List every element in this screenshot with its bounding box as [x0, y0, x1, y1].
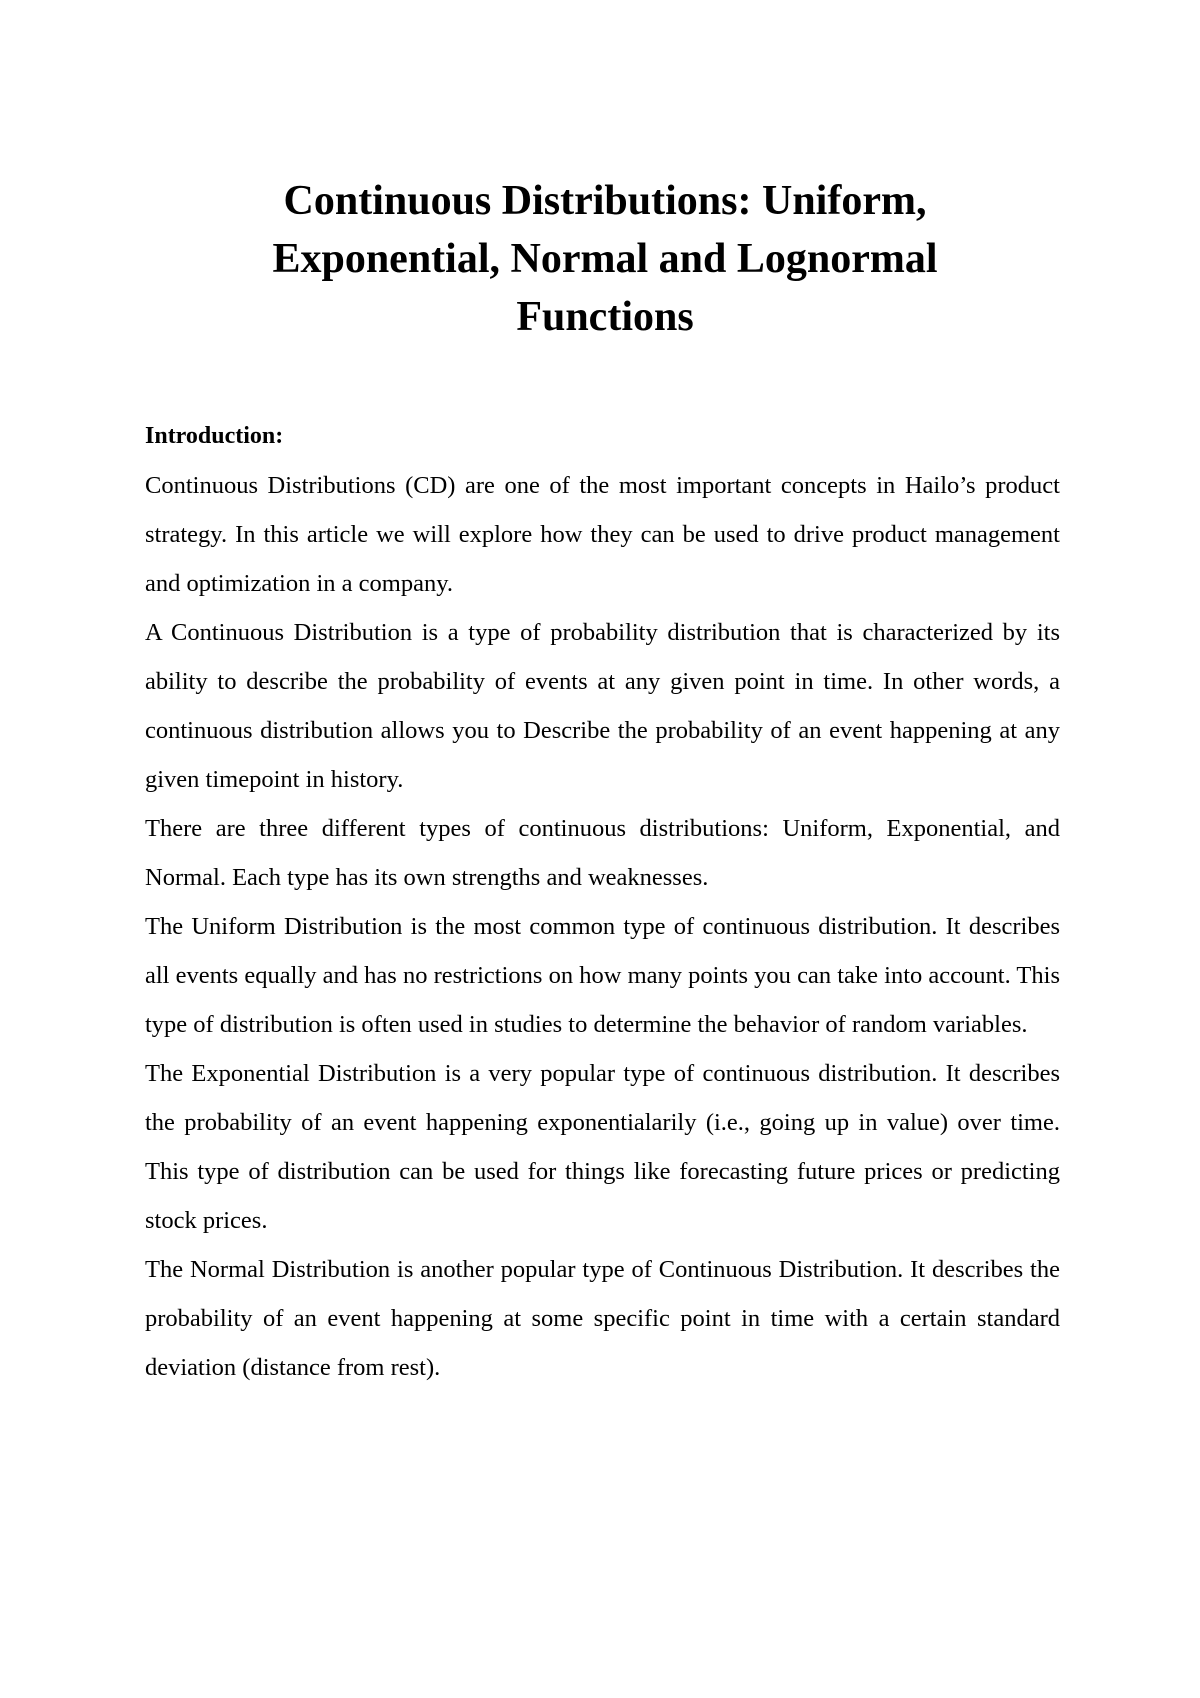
title-line: Continuous Distributions: Uniform,: [283, 178, 927, 224]
section-heading-introduction: Introduction:: [145, 423, 284, 449]
title-line: Exponential, Normal and Lognormal: [272, 236, 938, 282]
paragraph-types: There are three different types of continuous distributions: Uniform, Exponential, and Normal. Each type has its own strengths and weaknesses.: [145, 815, 1060, 891]
title-line: Functions: [516, 294, 694, 340]
paragraph-intro: Continuous Distributions (CD) are one of the most important concepts in Hailo’s product strategy. In this article we will explore how they can be used to drive product management and optimization in a company.: [145, 472, 1060, 597]
paragraph-exponential: The Exponential Distribution is a very popular type of continuous distribution. It describes the probability of an event happening exponentialarily (i.e., going up in value) over time. This type of distribution can be used for things like forecasting future prices or predicting stock prices.: [145, 1060, 1060, 1234]
paragraph-uniform: The Uniform Distribution is the most common type of continuous distribution. It describes all events equally and has no restrictions on how many points you can take into account. This type of distribution is often used in studies to determine the behavior of random variables.: [145, 913, 1060, 1038]
document-body: [145, 412, 1060, 1392]
paragraph-definition: A Continuous Distribution is a type of probability distribution that is characterized by its ability to describe the probability of events at any given point in time. In other words, a continuous distribution allows you to Describe the probability of an event happening at any given timepoint in history.: [145, 619, 1060, 793]
document-title: [145, 172, 1065, 346]
paragraph-normal: The Normal Distribution is another popular type of Continuous Distribution. It describes the probability of an event happening at some specific point in time with a certain standard deviation (distance from rest).: [145, 1256, 1060, 1381]
